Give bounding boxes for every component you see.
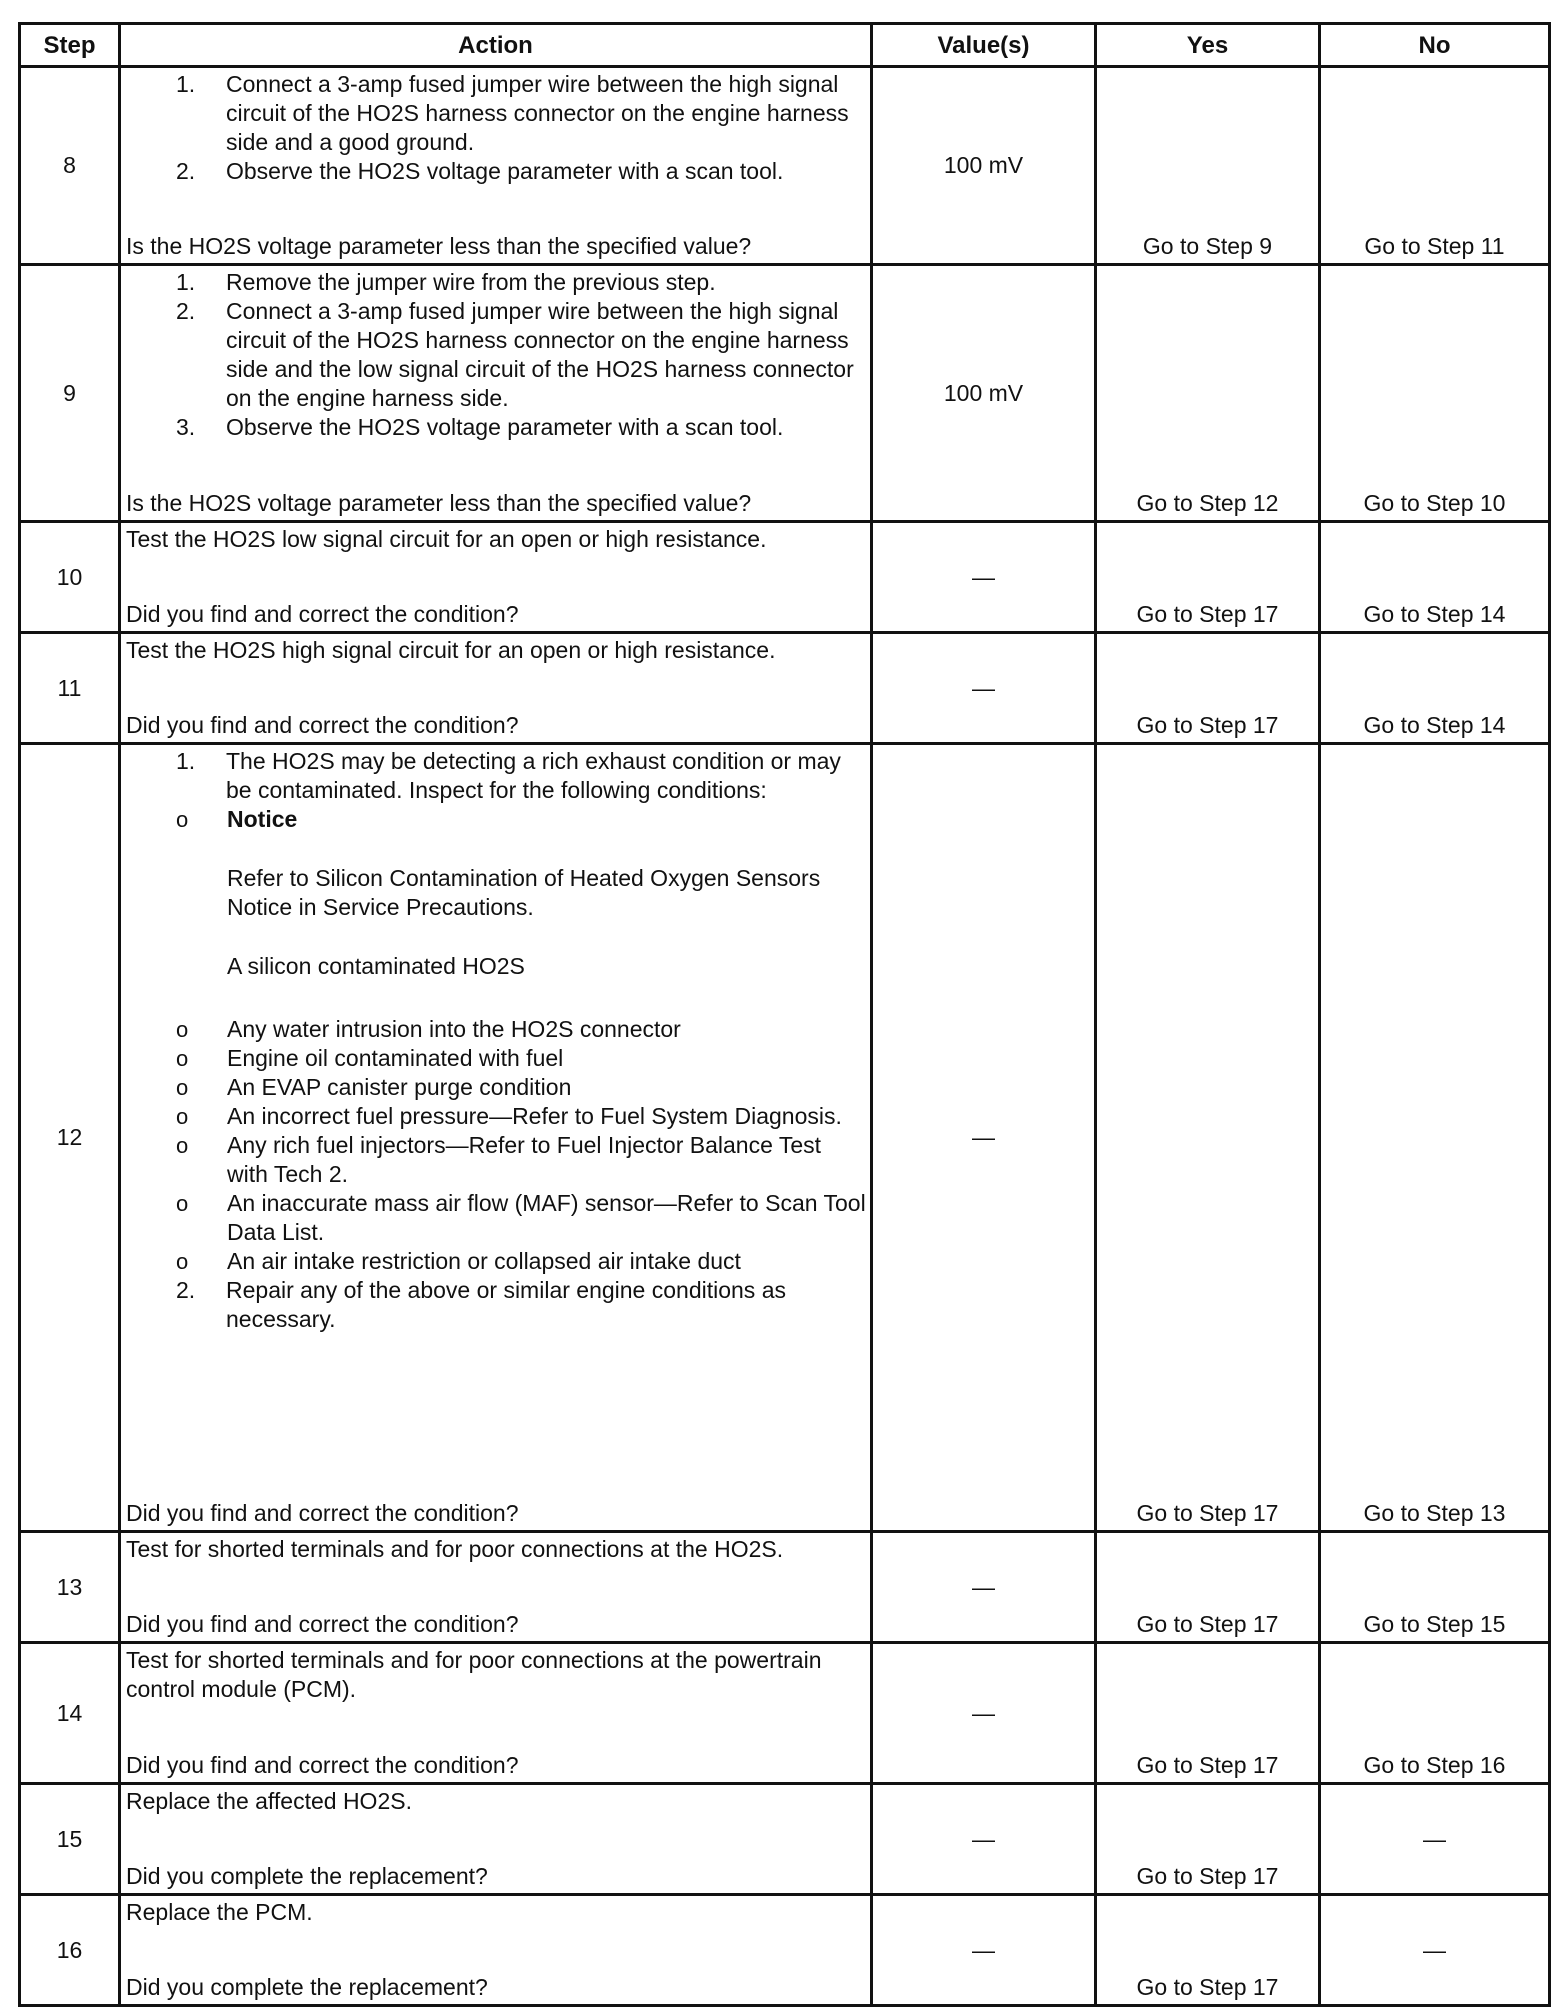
header-step: Step (20, 24, 120, 67)
value-cell: — (872, 1532, 1096, 1643)
yes-link[interactable]: Go to Step 12 (1096, 265, 1320, 522)
action-text: Test the HO2S low signal circuit for an open or high resistance. (126, 526, 767, 552)
value-cell: 100 mV (872, 265, 1096, 522)
bullet-marker: o (176, 807, 189, 832)
action-question: Did you complete the replacement? (126, 1863, 488, 1889)
header-values: Value(s) (872, 24, 1096, 67)
yes-link[interactable]: Go to Step 17 (1096, 1532, 1320, 1643)
action-list (126, 70, 866, 186)
no-link[interactable]: Go to Step 14 (1320, 633, 1550, 744)
action-list (126, 268, 866, 442)
notice-item (126, 805, 866, 981)
no-link[interactable]: Go to Step 13 (1320, 744, 1550, 1532)
action-cell (120, 633, 872, 744)
list-item: o Engine oil contaminated with fuel (176, 1045, 564, 1071)
yes-link[interactable]: Go to Step 17 (1096, 744, 1320, 1532)
list-number: 1. (176, 269, 196, 295)
action-question: Did you find and correct the condition? (126, 712, 519, 738)
list-item: 2. Connect a 3-amp fused jumper wire between the high signal circuit of the HO2S harness connector on the engine harness side and the low signal circuit of the HO2S harness connector on the engine harness side. (176, 298, 854, 411)
value-cell: — (872, 1643, 1096, 1784)
action-question: Is the HO2S voltage parameter less than the specified value? (126, 490, 752, 516)
action-text: Replace the affected HO2S. (126, 1788, 412, 1814)
bullet-marker: o (176, 1191, 189, 1216)
value-cell: — (872, 744, 1096, 1532)
step-number: 9 (20, 265, 120, 522)
action-cell (120, 1784, 872, 1895)
list-item: 2. Observe the HO2S voltage parameter with a scan tool. (176, 158, 784, 184)
bullet-marker: o (176, 1017, 189, 1042)
action-cell (120, 1532, 872, 1643)
value-cell: — (872, 633, 1096, 744)
notice-body: Refer to Silicon Contamination of Heated Oxygen Sensors Notice in Service Precautions. (227, 865, 821, 920)
yes-link[interactable]: Go to Step 17 (1096, 633, 1320, 744)
action-cell (120, 744, 872, 1532)
action-cell (120, 265, 872, 522)
no-link[interactable]: Go to Step 11 (1320, 67, 1550, 265)
list-number: 2. (176, 158, 196, 184)
yes-link[interactable]: Go to Step 17 (1096, 1784, 1320, 1895)
yes-link[interactable]: Go to Step 9 (1096, 67, 1320, 265)
diagnostic-table-sheet (18, 22, 1548, 2007)
no-link[interactable]: Go to Step 15 (1320, 1532, 1550, 1643)
list-number: 1. (176, 748, 196, 774)
step-number: 11 (20, 633, 120, 744)
list-item: 2. Repair any of the above or similar engine conditions as necessary. (176, 1277, 786, 1332)
list-number: 3. (176, 414, 196, 440)
step-number: 10 (20, 522, 120, 633)
action-question: Did you find and correct the condition? (126, 1752, 519, 1778)
action-text: Replace the PCM. (126, 1899, 313, 1925)
bullet-marker: o (176, 1075, 189, 1100)
value-cell: — (872, 522, 1096, 633)
action-cell (120, 522, 872, 633)
step-number: 12 (20, 744, 120, 1532)
action-question: Did you find and correct the condition? (126, 1611, 519, 1637)
list-item: o An air intake restriction or collapsed air intake duct (176, 1248, 741, 1274)
condition-list (126, 805, 866, 1276)
header-yes: Yes (1096, 24, 1320, 67)
step-number: 13 (20, 1532, 120, 1643)
header-no: No (1320, 24, 1550, 67)
action-text: Test the HO2S high signal circuit for an open or high resistance. (126, 637, 776, 663)
action-cell (120, 1643, 872, 1784)
list-item: 1. Remove the jumper wire from the previous step. (176, 269, 716, 295)
table-row (20, 744, 1550, 1532)
value-cell: 100 mV (872, 67, 1096, 265)
list-item: o An incorrect fuel pressure—Refer to Fuel System Diagnosis. (176, 1103, 842, 1129)
table-row (20, 1643, 1550, 1784)
table-row (20, 1784, 1550, 1895)
list-number: 1. (176, 71, 196, 97)
list-item: 1. Connect a 3-amp fused jumper wire between the high signal circuit of the HO2S harness connector on the engine harness side and a good ground. (176, 71, 849, 155)
table-row (20, 633, 1550, 744)
action-cell (120, 67, 872, 265)
no-value: — (1320, 1784, 1550, 1895)
list-item: o An EVAP canister purge condition (176, 1074, 572, 1100)
step-number: 8 (20, 67, 120, 265)
step-number: 14 (20, 1643, 120, 1784)
bullet-marker: o (176, 1046, 189, 1071)
table-row (20, 1895, 1550, 2006)
action-question: Is the HO2S voltage parameter less than the specified value? (126, 233, 752, 259)
no-value: — (1320, 1895, 1550, 2006)
list-number: 2. (176, 298, 196, 324)
diagnostic-table (18, 22, 1551, 2007)
bullet-marker: o (176, 1104, 189, 1129)
list-item: o An inaccurate mass air flow (MAF) sensor—Refer to Scan Tool Data List. (176, 1190, 866, 1245)
action-text: Test for shorted terminals and for poor connections at the HO2S. (126, 1536, 784, 1562)
list-item: 3. Observe the HO2S voltage parameter with a scan tool. (176, 414, 784, 440)
notice-body-2: A silicon contaminated HO2S (227, 953, 525, 979)
value-cell: — (872, 1895, 1096, 2006)
action-text: Test for shorted terminals and for poor connections at the powertrain control module (PCM). (126, 1647, 822, 1702)
action-list (126, 747, 866, 1334)
list-item: o Any water intrusion into the HO2S connector (176, 1016, 681, 1042)
header-row (20, 24, 1550, 67)
bullet-marker: o (176, 1133, 189, 1158)
action-question: Did you find and correct the condition? (126, 1500, 519, 1526)
no-link[interactable]: Go to Step 10 (1320, 265, 1550, 522)
action-question: Did you find and correct the condition? (126, 601, 519, 627)
table-row (20, 1532, 1550, 1643)
bullet-marker: o (176, 1249, 189, 1274)
yes-link[interactable]: Go to Step 17 (1096, 1643, 1320, 1784)
table-row (20, 522, 1550, 633)
table-row (20, 67, 1550, 265)
step-number: 15 (20, 1784, 120, 1895)
list-item: o Any rich fuel injectors—Refer to Fuel Injector Balance Test with Tech 2. (176, 1132, 822, 1187)
step-number: 16 (20, 1895, 120, 2006)
value-cell: — (872, 1784, 1096, 1895)
notice-title: Notice (227, 806, 298, 832)
header-action: Action (120, 24, 872, 67)
yes-link[interactable]: Go to Step 17 (1096, 1895, 1320, 2006)
list-number: 2. (176, 1277, 196, 1303)
action-cell (120, 1895, 872, 2006)
no-link[interactable]: Go to Step 14 (1320, 522, 1550, 633)
list-item: 1. The HO2S may be detecting a rich exhaust condition or may be contaminated. Inspect for the following conditions: o Notice Refer to Silicon Contamination of Heated Oxygen Sensors Notice in Service Precautions. A silicon contaminated HO2S o Any water intrusion into the HO2S connector o Engine oil contaminated with fuel o An EVAP canister purge condition o An incorrect fuel pressure—Refer to Fuel System Diagnosis. o Any rich fuel injectors—Refer to Fuel Injector Balance Test with Tech 2. o An inaccurate mass air flow (MAF) sensor—Refer to Scan Tool Data List. o An air intake restriction or collapsed air intake duct (126, 747, 866, 1276)
action-question: Did you complete the replacement? (126, 1974, 488, 2000)
yes-link[interactable]: Go to Step 17 (1096, 522, 1320, 633)
no-link[interactable]: Go to Step 16 (1320, 1643, 1550, 1784)
table-row (20, 265, 1550, 522)
